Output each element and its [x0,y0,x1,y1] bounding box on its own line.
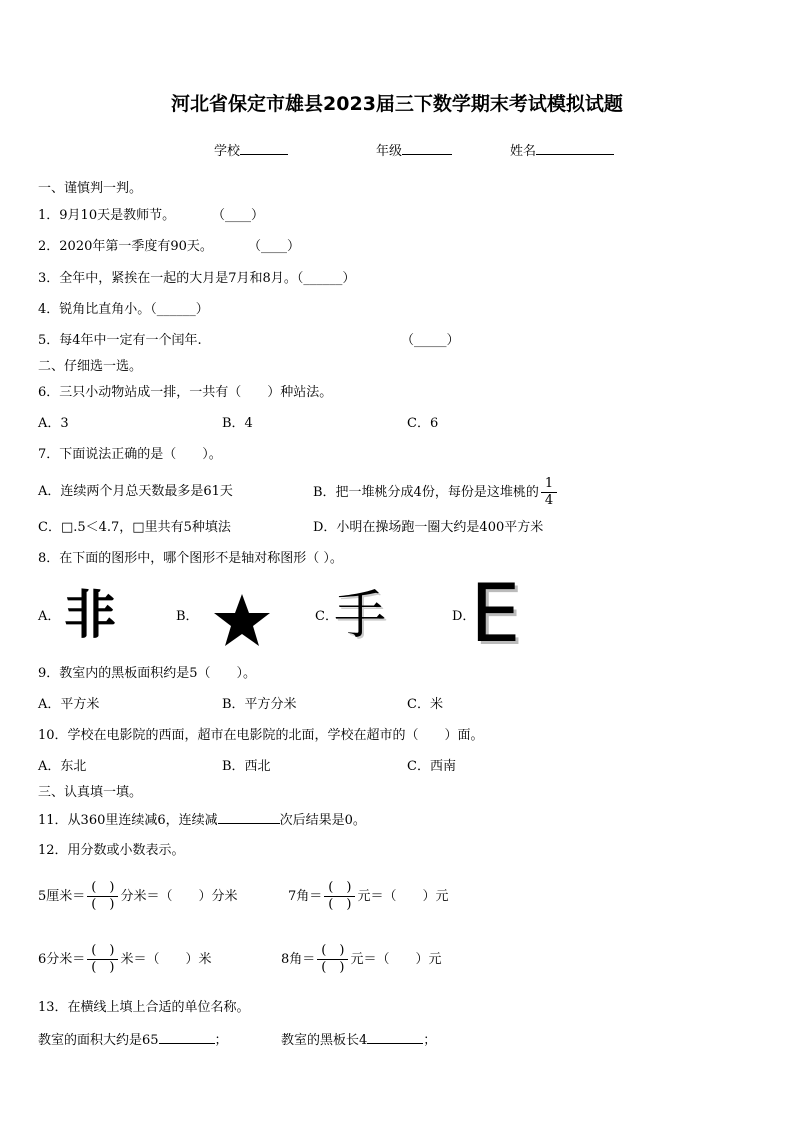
star-figure [212,592,272,648]
item-4-fraction-blank[interactable] [317,943,348,976]
grade-label: 年级 [376,144,403,159]
item-1-prefix: 5厘米＝ [38,889,86,904]
item-3-fraction-blank[interactable] [87,943,118,976]
item-2-fraction-blank[interactable] [324,880,355,913]
section-1-heading: 一、谨慎判一判。 [38,181,143,196]
item-4-suffix: 元＝（ ）元 [350,952,442,967]
question-5: 5．每4年中一定有一个闰年. [38,333,202,348]
item-a-blank[interactable] [159,1031,215,1044]
item-a-text: 教室的面积大约是65 [38,1033,159,1048]
school-label: 学校 [214,144,241,159]
item-3-numerator-blank[interactable]: ( ) [87,943,118,960]
fraction-numerator: 1 [541,476,557,493]
item-4-denominator-blank[interactable]: ( ) [321,960,345,975]
question-7: 7．下面说法正确的是（ ）。 [38,447,222,462]
school-field [214,142,288,160]
name-field [510,142,614,160]
question-8-option-b-label[interactable]: B． [176,609,199,624]
fraction-denominator: 4 [544,493,554,508]
item-1-fraction-blank[interactable] [87,880,118,913]
item-a-end: ； [214,1033,228,1048]
grade-field [376,142,452,160]
question-8-option-a-label[interactable]: A． [38,609,61,624]
item-3-denominator-blank[interactable]: ( ) [91,960,115,975]
question-11-text-start: 11．从360里连续减6，连续减 [38,813,218,828]
question-6-option-c[interactable]: C．6 [407,416,439,431]
section-3-heading: 三、认真填一填。 [38,785,143,800]
question-12-item-1 [38,874,237,920]
section-2-heading: 二、仔细选一选。 [38,359,143,374]
item-1-suffix: 分米＝（ ）分米 [120,889,238,904]
question-7-option-c[interactable]: C．□.5＜4.7，□里共有5种填法 [38,520,231,535]
question-13-item-a [38,1031,228,1049]
question-5-answer[interactable]: （_____） [401,333,460,348]
question-12-item-2 [288,874,448,920]
item-3-prefix: 6分米＝ [38,952,86,967]
letter-e-figure: E [470,567,521,660]
question-9-option-c[interactable]: C．米 [407,697,443,712]
question-4: 4．锐角比直角小。（______） [38,302,209,317]
question-13-item-b [281,1031,436,1049]
grade-blank[interactable] [402,142,452,155]
question-8-option-c-label[interactable]: C． [315,609,338,624]
question-8-option-d-label[interactable]: D． [452,609,476,624]
question-11 [38,811,366,829]
item-2-numerator-blank[interactable]: ( ) [324,880,355,897]
question-12-item-4 [281,937,441,983]
question-7-option-b-text: B．把一堆桃分成4份，每份是这堆桃的 [313,485,539,500]
question-10-option-c[interactable]: C．西南 [407,759,456,774]
page-title: 河北省保定市雄县2023届三下数学期末考试模拟试题 [171,93,623,115]
question-11-blank[interactable] [218,811,280,824]
item-2-denominator-blank[interactable]: ( ) [328,897,352,912]
question-11-text-end: 次后结果是0。 [279,813,366,828]
question-9-option-a[interactable]: A．平方米 [38,697,100,712]
item-2-suffix: 元＝（ ）元 [357,889,449,904]
shou-character-figure: 手 [334,586,387,646]
fei-character-figure: 非 [64,586,117,646]
question-12: 12．用分数或小数表示。 [38,843,185,858]
question-7-option-d[interactable]: D．小明在操场跑一圈大约是400平方米 [313,520,544,535]
question-6: 6．三只小动物站成一排，一共有（ ）种站法。 [38,385,333,400]
item-b-end: ； [423,1033,437,1048]
item-2-prefix: 7角＝ [288,889,323,904]
school-blank[interactable] [240,142,288,155]
name-blank[interactable] [536,142,614,155]
item-4-prefix: 8角＝ [281,952,316,967]
question-1-answer[interactable]: （____） [212,208,265,223]
item-b-blank[interactable] [367,1031,423,1044]
question-6-option-b[interactable]: B．4 [222,416,253,431]
question-12-item-3 [38,937,211,983]
question-2: 2．2020年第一季度有90天。 [38,239,213,254]
item-3-suffix: 米＝（ ）米 [120,952,212,967]
item-1-denominator-blank[interactable]: ( ) [91,897,115,912]
question-1: 1．9月10天是教师节。 [38,208,176,223]
question-8: 8．在下面的图形中，哪个图形不是轴对称图形（ ）。 [38,551,343,566]
question-10: 10．学校在电影院的西面，超市在电影院的北面，学校在超市的（ ）面。 [38,728,484,743]
question-9: 9．教室内的黑板面积约是5（ ）。 [38,666,257,681]
fraction-one-quarter [541,476,557,509]
name-label: 姓名 [510,144,537,159]
question-7-option-a[interactable]: A．连续两个月总天数最多是61天 [38,484,233,499]
item-4-numerator-blank[interactable]: ( ) [317,943,348,960]
question-9-option-b[interactable]: B．平方分米 [222,697,297,712]
question-3: 3．全年中，紧挨在一起的大月是7月和8月。（______） [38,271,356,286]
question-10-option-b[interactable]: B．西北 [222,759,271,774]
question-2-answer[interactable]: （____） [248,239,301,254]
question-7-option-b[interactable] [313,473,559,513]
question-10-option-a[interactable]: A．东北 [38,759,87,774]
question-6-option-a[interactable]: A．3 [38,416,69,431]
question-13: 13．在横线上填上合适的单位名称。 [38,1000,250,1015]
item-b-text: 教室的黑板长4 [281,1033,368,1048]
item-1-numerator-blank[interactable]: ( ) [87,880,118,897]
